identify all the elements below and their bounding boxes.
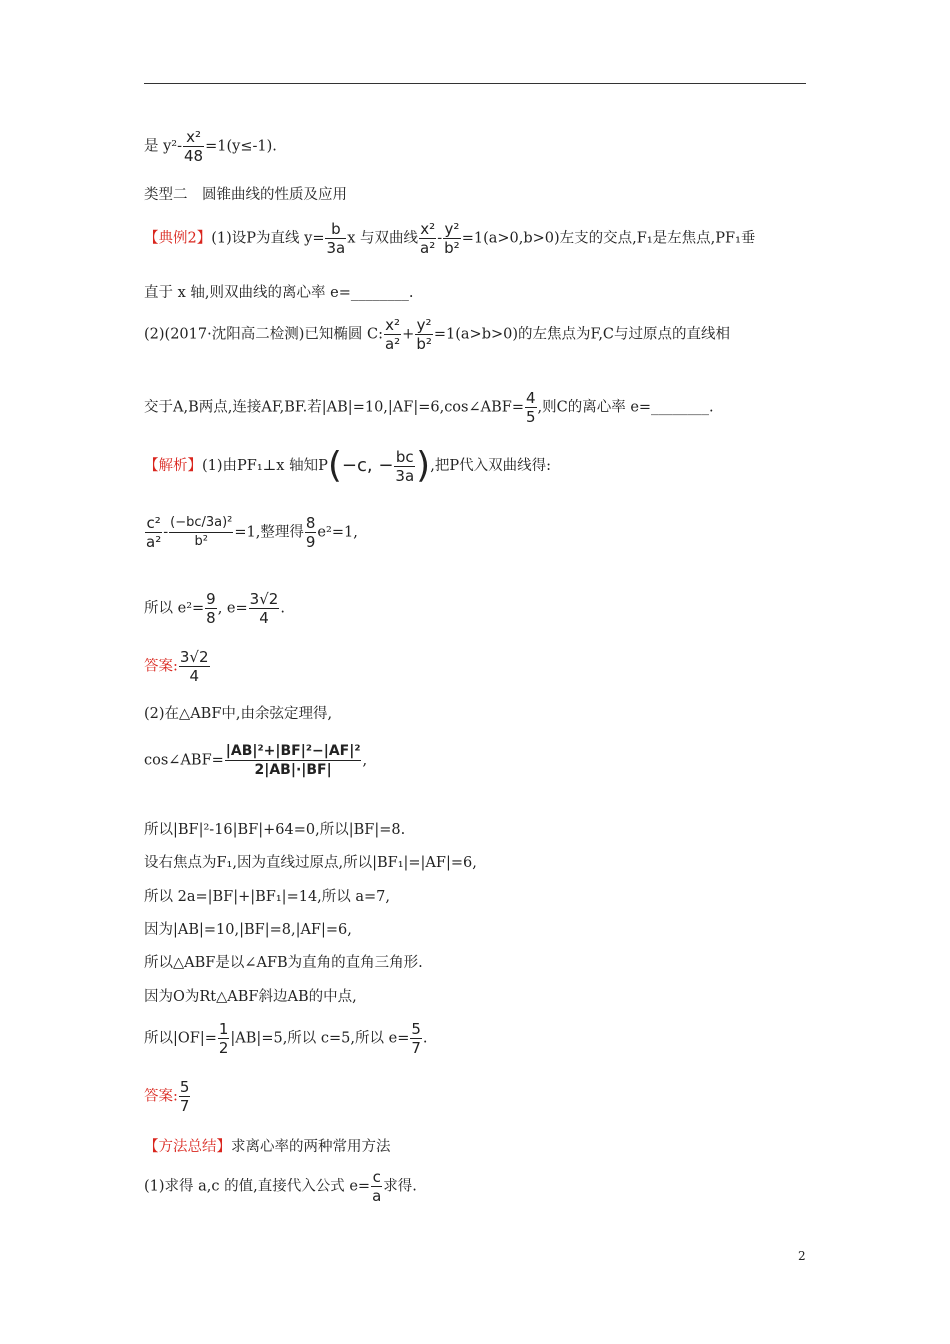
text: 求得. — [383, 1178, 417, 1195]
text: 求离心率的两种常用方法 — [231, 1139, 391, 1155]
fraction — [525, 389, 537, 426]
denominator: b² — [416, 335, 432, 353]
answer-2 — [144, 1078, 191, 1115]
text: −c, − — [341, 455, 394, 476]
text: - — [163, 524, 169, 541]
text: ,把P代入双曲线得: — [430, 458, 551, 474]
text: 是 y²- — [144, 138, 183, 155]
fraction — [205, 590, 217, 627]
text: - — [437, 230, 443, 247]
denominator: a² — [420, 239, 436, 257]
fraction — [179, 648, 210, 685]
solution-line8: 所以 2a=|BF|+|BF₁|=14,所以 a=7, — [144, 889, 391, 905]
numerator: |AB|²+|BF|²−|AF|² — [225, 743, 361, 759]
section-title: 类型二 圆锥曲线的性质及应用 — [144, 187, 347, 203]
text: . — [280, 600, 285, 617]
solution-line11: 因为O为Rt△ABF斜边AB的中点, — [144, 989, 357, 1005]
text: + — [402, 326, 415, 343]
page-number: 2 — [798, 1249, 806, 1263]
numerator: (−bc/3a)² — [169, 514, 233, 533]
answer-1 — [144, 648, 211, 685]
denominator: 4 — [259, 609, 269, 627]
fraction — [145, 514, 162, 551]
example-tag: 【典例2】 — [144, 230, 212, 247]
denominator: 7 — [179, 1097, 190, 1115]
text: (1)设P为直线 y= — [211, 230, 325, 247]
text: =1(a>b>0)的左焦点为F,C与过原点的直线相 — [433, 326, 731, 343]
numerator: 5 — [179, 1078, 190, 1096]
text: . — [422, 1030, 428, 1047]
denominator: 5 — [525, 408, 536, 426]
example2-line1 — [144, 220, 755, 257]
solution-line12 — [144, 1020, 428, 1057]
denominator: 3a — [326, 239, 346, 257]
text: =1,整理得 — [234, 524, 304, 541]
solution-line4: (2)在△ABF中,由余弦定理得, — [144, 706, 333, 722]
solution-line3 — [144, 590, 285, 627]
fraction — [218, 1020, 230, 1057]
fraction — [371, 1168, 382, 1205]
line-hyperbola-result — [144, 128, 277, 165]
text: =1(a>0,b>0)左支的交点,F₁是左焦点,PF₁垂 — [461, 230, 756, 247]
solution-line1 — [144, 446, 551, 486]
fraction — [225, 742, 362, 779]
solution-line7: 设右焦点为F₁,因为直线过原点,所以|BF₁|=|AF|=6, — [144, 855, 477, 871]
numerator: x² — [183, 128, 204, 147]
example2-line2: 直于 x 轴,则双曲线的离心率 e=________. — [144, 285, 414, 301]
denominator: b² — [444, 239, 460, 257]
denominator: a — [372, 1187, 382, 1205]
text: (1)由PF₁⊥x 轴知P — [202, 458, 328, 474]
numerator: b — [325, 220, 346, 239]
numerator: c — [372, 1168, 381, 1186]
fraction — [384, 316, 401, 353]
numerator: y² — [444, 220, 460, 238]
numerator: 3√2 — [179, 648, 209, 666]
numerator: y² — [416, 316, 432, 334]
text: 交于A,B两点,连接AF,BF.若|AB|=10,|AF|=6,cos∠ABF= — [144, 399, 524, 416]
fraction — [325, 220, 346, 257]
denominator: 3a — [395, 466, 415, 485]
numerator: c² — [146, 514, 161, 532]
text: cos∠ABF= — [144, 752, 224, 769]
method-tag: 【方法总结】 — [144, 1139, 231, 1155]
text: ,则C的离心率 e=________. — [537, 399, 714, 416]
numerator: x² — [420, 220, 436, 238]
fraction — [249, 590, 280, 627]
text: 所以 e²= — [144, 600, 205, 617]
text: |AB|=5,所以 c=5,所以 e= — [230, 1030, 410, 1047]
numerator: bc — [395, 447, 414, 466]
solution-line10: 所以△ABF是以∠AFB为直角的直角三角形. — [144, 955, 423, 971]
header-rule — [144, 83, 806, 84]
fraction — [415, 316, 433, 353]
fraction — [305, 514, 317, 551]
text: , e= — [217, 600, 248, 617]
fraction — [394, 448, 415, 485]
paren-right: ) — [416, 445, 431, 486]
numerator: 4 — [525, 389, 536, 407]
denominator: 48 — [184, 147, 204, 165]
numerator: 9 — [206, 590, 216, 608]
answer-label: 答案: — [144, 658, 178, 675]
method-summary-title — [144, 1137, 391, 1157]
text: (1)求得 a,c 的值,直接代入公式 e= — [144, 1178, 371, 1195]
denominator: 2|AB|·|BF| — [254, 762, 332, 778]
denominator: 7 — [411, 1039, 421, 1057]
text: , — [362, 752, 368, 769]
fraction — [443, 220, 461, 257]
solution-tag: 【解析】 — [144, 458, 202, 474]
text: (2)(2017·沈阳高二检测)已知椭圆 C: — [144, 326, 383, 343]
text: e²=1, — [317, 524, 358, 541]
solution-line6: 所以|BF|²-16|BF|+64=0,所以|BF|=8. — [144, 822, 406, 838]
text: 所以|OF|= — [144, 1030, 217, 1047]
method-line1 — [144, 1168, 417, 1205]
text: =1(y≤-1). — [205, 138, 277, 155]
numerator: 8 — [305, 514, 316, 532]
solution-line5 — [144, 742, 367, 779]
denominator: 9 — [305, 533, 316, 551]
denominator: a² — [384, 335, 401, 353]
numerator: 1 — [218, 1020, 229, 1038]
solution-line2 — [144, 514, 358, 551]
example2-line4 — [144, 389, 714, 426]
numerator: 5 — [411, 1020, 421, 1038]
denominator: 2 — [218, 1039, 229, 1057]
denominator: 8 — [206, 609, 216, 627]
numerator: x² — [385, 316, 400, 334]
fraction — [169, 514, 233, 551]
fraction — [183, 128, 204, 165]
denominator: b² — [194, 534, 208, 549]
answer-label: 答案: — [144, 1088, 178, 1105]
example2-line3 — [144, 316, 730, 353]
fraction — [410, 1020, 422, 1057]
solution-line9: 因为|AB|=10,|BF|=8,|AF|=6, — [144, 922, 352, 938]
numerator: 3√2 — [249, 590, 279, 608]
text: x 与双曲线 — [347, 230, 419, 247]
fraction — [179, 1078, 191, 1115]
fraction — [419, 220, 436, 257]
denominator: 4 — [189, 667, 199, 685]
paren-left: ( — [327, 445, 342, 486]
denominator: a² — [146, 533, 162, 551]
